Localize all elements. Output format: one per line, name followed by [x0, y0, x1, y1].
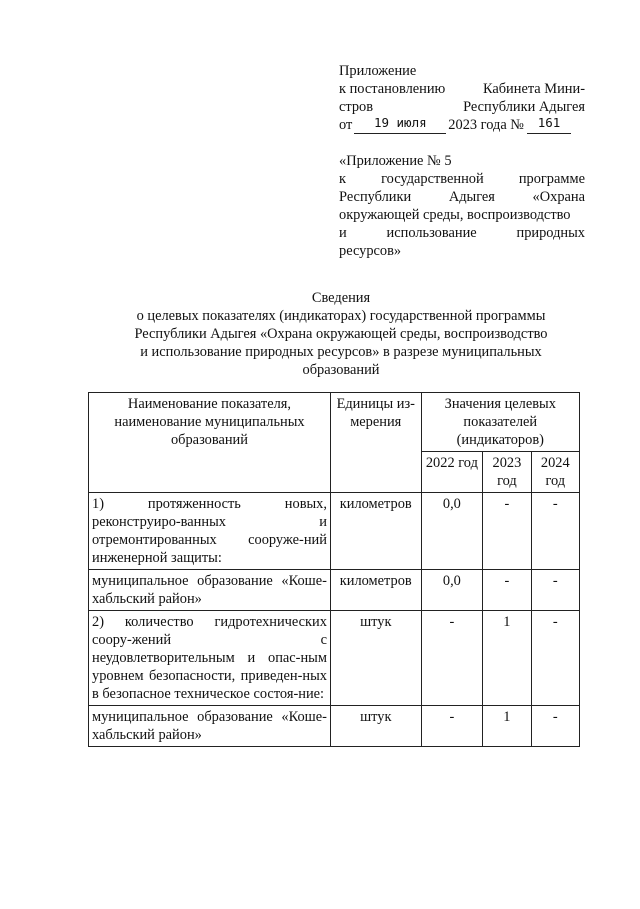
- title-line: Республики Адыгея «Охрана окружающей среды, воспроизводство: [134, 326, 548, 342]
- row-value-2023: 1: [483, 706, 531, 747]
- row-name: 1) протяженность новых, реконструиро-ванных и отремонтированных сооруже-ний инженерной защиты:: [89, 493, 331, 570]
- row-value-2024: -: [531, 611, 579, 706]
- row-value-2022: 0,0: [421, 493, 483, 570]
- title-line: образований: [302, 362, 380, 378]
- table-row: [89, 611, 580, 706]
- indicators-table: [88, 392, 580, 747]
- header-values: Значения целевых показателей (индикаторов): [421, 393, 579, 452]
- appendix5-line: окружающей среды, воспроизводство: [339, 207, 571, 223]
- row-value-2024: -: [531, 706, 579, 747]
- appendix5-word: природных: [516, 225, 585, 241]
- row-value-2024: -: [531, 493, 579, 570]
- row-unit: штук: [330, 706, 421, 747]
- row-value-2023: -: [483, 493, 531, 570]
- table-row: [89, 570, 580, 611]
- row-unit: километров: [330, 493, 421, 570]
- title-line: и использование природных ресурсов» в разрезе муниципальных: [140, 344, 542, 360]
- row-value-2022: -: [421, 611, 483, 706]
- table-header-row: [89, 393, 580, 452]
- appendix5-word: использование: [386, 225, 477, 241]
- appendix5-line: ресурсов»: [339, 243, 402, 259]
- appendix5-word: государственной: [381, 171, 484, 187]
- number-field: 161: [527, 116, 571, 134]
- appendix5-word: «Охрана: [532, 189, 585, 205]
- appendix-5-header: [339, 152, 585, 260]
- row-name: муниципальное образование «Коше-хабльский район»: [89, 706, 331, 747]
- appendix5-word: Адыгея: [448, 189, 495, 205]
- date-field: 19 июля: [354, 116, 446, 134]
- date-prefix: от: [339, 117, 353, 133]
- title-line: Сведения: [311, 290, 371, 306]
- appendix5-label: «Приложение № 5: [339, 153, 452, 169]
- table-row: [89, 493, 580, 570]
- header-year: 2022 год: [421, 452, 483, 493]
- document-title: [96, 289, 586, 379]
- row-value-2024: -: [531, 570, 579, 611]
- table-row: [89, 706, 580, 747]
- header-year: 2023 год: [483, 452, 531, 493]
- row-unit: штук: [330, 611, 421, 706]
- header-name: Наименование показателя, наименование муниципальных образований: [89, 393, 331, 493]
- appendix5-word: и: [339, 225, 347, 241]
- appendix-text-a: к постановлению: [339, 81, 446, 97]
- row-unit: километров: [330, 570, 421, 611]
- row-value-2022: 0,0: [421, 570, 483, 611]
- appendix-text-d: Республики Адыгея: [463, 99, 585, 115]
- appendix5-word: Республики: [339, 189, 412, 205]
- appendix5-word: к: [339, 171, 346, 187]
- appendix5-word: программе: [518, 171, 585, 187]
- year-text: 2023 года №: [448, 117, 525, 133]
- row-value-2023: -: [483, 570, 531, 611]
- title-line: о целевых показателях (индикаторах) государственной программы: [136, 308, 546, 324]
- row-value-2023: 1: [483, 611, 531, 706]
- header-unit: Единицы из-мерения: [330, 393, 421, 493]
- appendix-text-c: стров: [339, 99, 374, 115]
- appendix-text-b: Кабинета Мини-: [482, 81, 585, 97]
- row-value-2022: -: [421, 706, 483, 747]
- appendix-label: Приложение: [339, 63, 417, 79]
- row-name: муниципальное образование «Коше-хабльский район»: [89, 570, 331, 611]
- row-name: 2) количество гидротехнических соору-жений с неудовлетворительным и опас-ным уровнем безопасности, приведен-ных в безопасное техническое состоя-ние:: [89, 611, 331, 706]
- header-year: 2024 год: [531, 452, 579, 493]
- appendix-header: [339, 62, 585, 134]
